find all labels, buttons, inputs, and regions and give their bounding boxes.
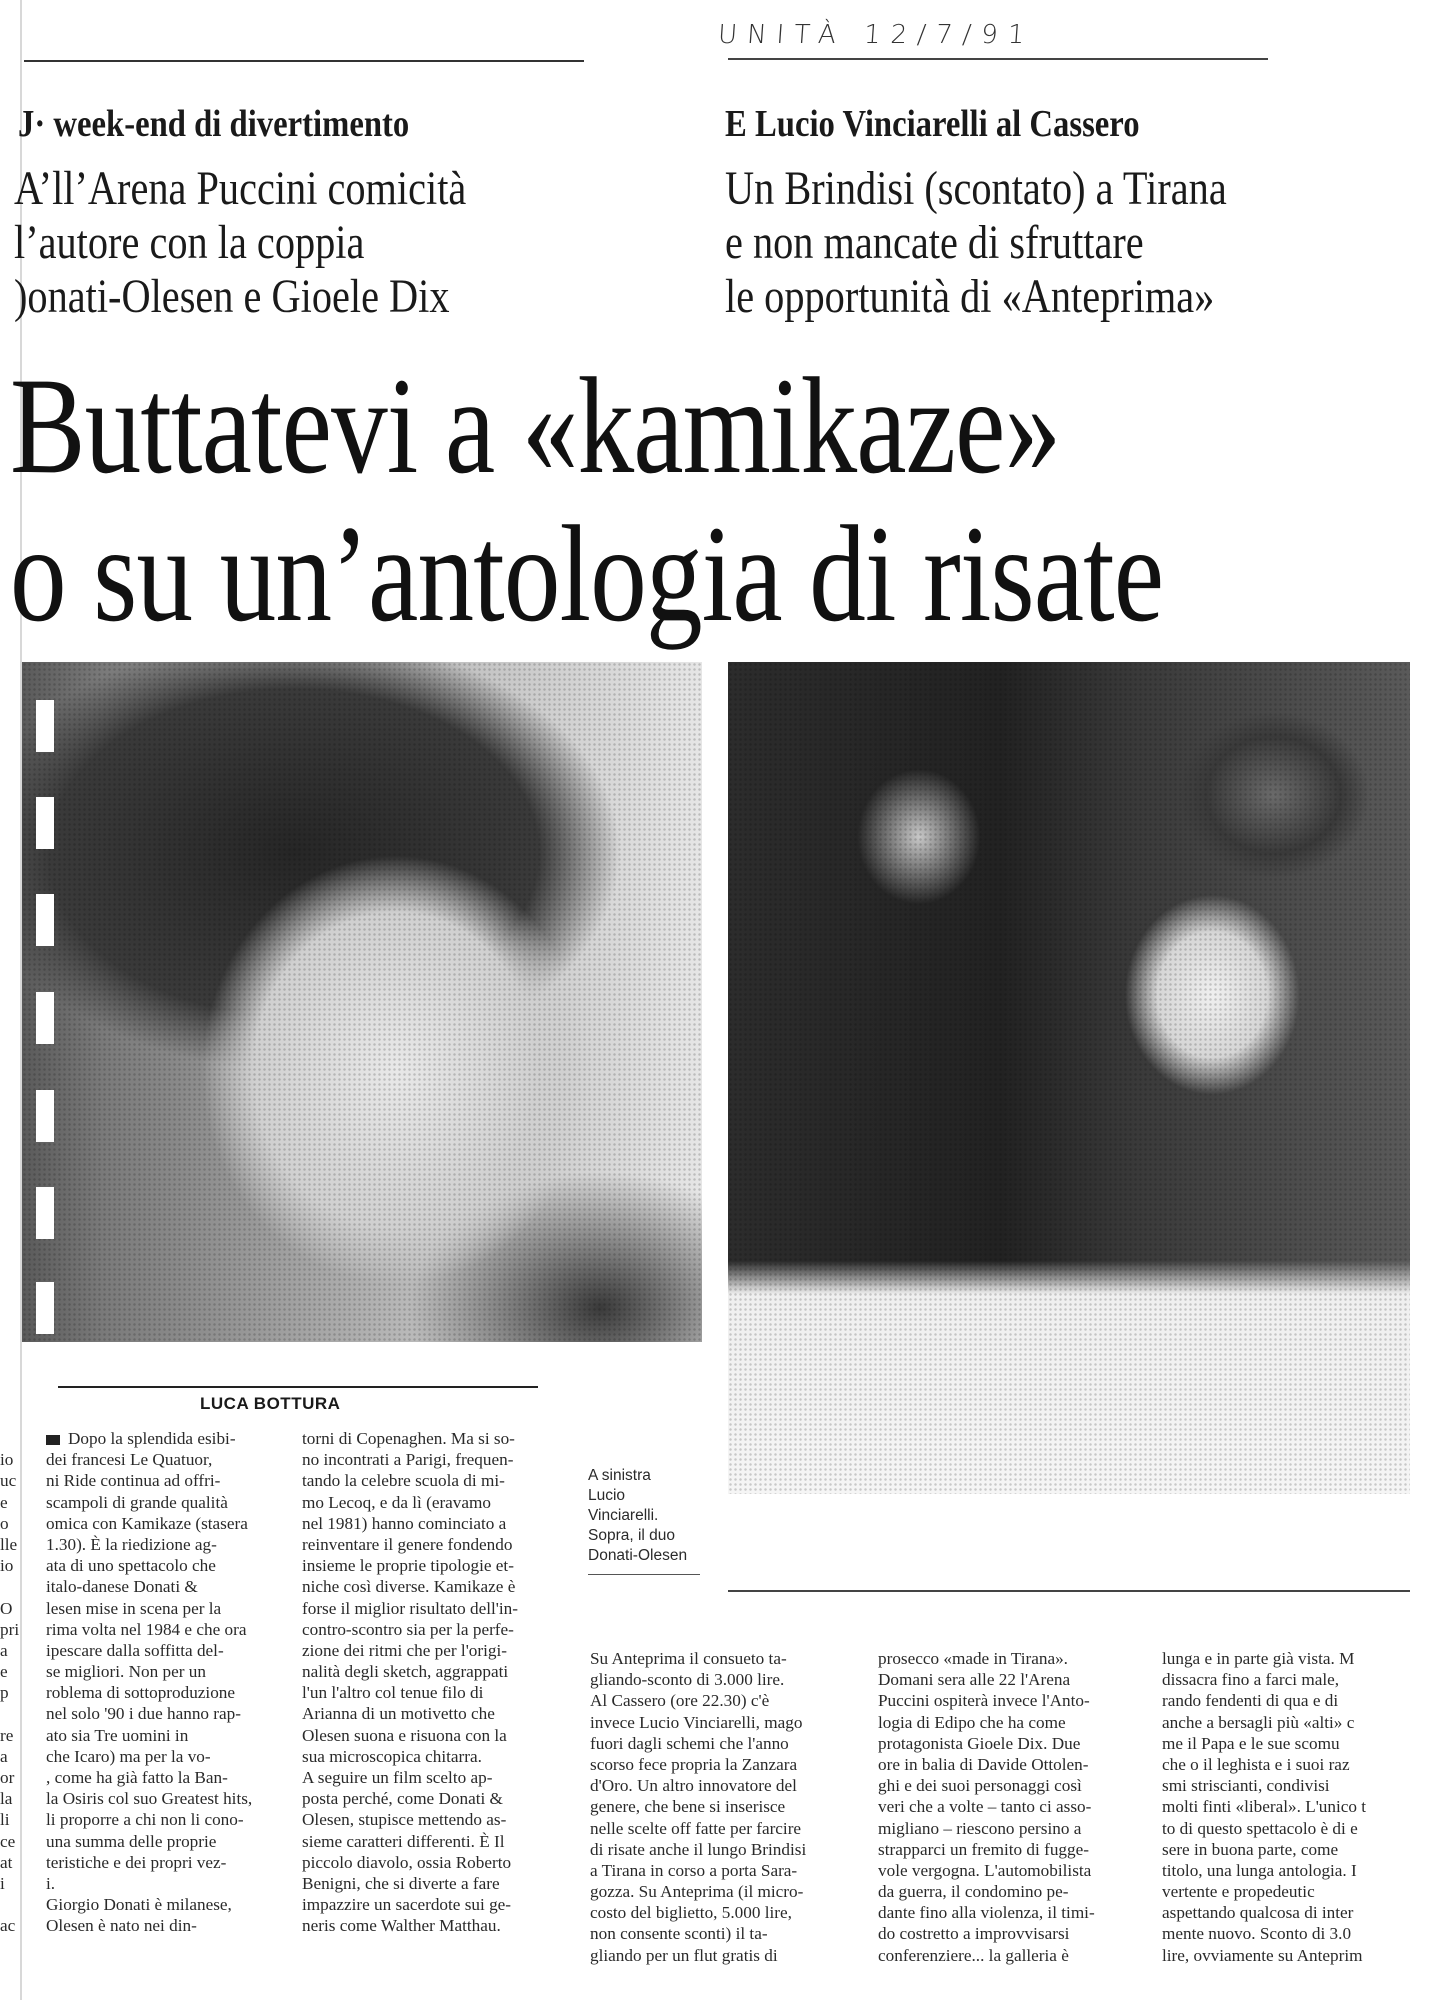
- text-line: ore in balia di Davide Ottolen-: [878, 1754, 1089, 1774]
- body-column-3: [590, 1648, 856, 1966]
- text-line: dante fino alla violenza, il timi-: [878, 1903, 1095, 1923]
- text-line: d'Oro. Un altro innovatore del: [590, 1776, 797, 1796]
- caption-line: Lucio: [588, 1487, 626, 1504]
- text-line: Benigni, che si diverte a fare: [302, 1873, 500, 1893]
- text-line: re: [0, 1725, 14, 1745]
- text-line: una summa delle proprie: [46, 1831, 217, 1851]
- film-hole: [36, 700, 54, 752]
- text-line: veri che a volte – tanto ci asso-: [878, 1797, 1092, 1817]
- text-line: fuori dagli schemi che l'anno: [590, 1733, 789, 1753]
- text-line: rando fendenti di qua e di: [1162, 1691, 1339, 1711]
- text-line: lesen mise in scena per la: [46, 1598, 222, 1618]
- text-line: to di questo spettacolo è di e: [1162, 1818, 1358, 1838]
- text-line: scorso fece propria la Zanzara: [590, 1754, 798, 1774]
- text-line: ghi e dei suoi personaggi così: [878, 1776, 1082, 1796]
- text-line: io: [0, 1556, 14, 1576]
- text-line: e: [0, 1492, 8, 1512]
- text-line: lunga e in parte già vista. M: [1162, 1649, 1355, 1668]
- text-line: dei francesi Le Quatuor,: [46, 1450, 213, 1470]
- text-line: invece Lucio Vinciarelli, mago: [590, 1712, 803, 1732]
- text-line: scampoli di grande qualità: [46, 1492, 228, 1512]
- text-line: a: [0, 1640, 8, 1660]
- headline-line: o su un’antologia di risate: [10, 497, 1164, 650]
- text-line: anche a bersagli più «alti» c: [1162, 1712, 1355, 1732]
- text-line: protagonista Gioele Dix. Due: [878, 1733, 1081, 1753]
- film-hole: [36, 797, 54, 849]
- body-column-2: [302, 1428, 564, 1937]
- text-line: 1.30). È la riedizione ag-: [46, 1534, 217, 1554]
- right-story-subhead: [725, 162, 1227, 324]
- text-line: [0, 1576, 44, 1597]
- text-line: logia di Edipo che ha come: [878, 1712, 1066, 1732]
- film-hole: [36, 1282, 54, 1334]
- text-line: reinventare il genere fondendo: [302, 1534, 513, 1554]
- text-line: Olesen è nato nei din-: [46, 1916, 197, 1936]
- text-line: me il Papa e le sue scomu: [1162, 1733, 1340, 1753]
- text-line: la: [0, 1789, 13, 1809]
- subhead-line: le opportunità di «Anteprima»: [725, 270, 1215, 323]
- subhead-line: A’ll’Arena Puccini comicità: [14, 162, 467, 215]
- text-line: do costretto a improvvisarsi: [878, 1924, 1070, 1944]
- film-strip-holes: [36, 682, 54, 1322]
- text-line: aspettando qualcosa di inter: [1162, 1903, 1354, 1923]
- caption-line: A sinistra: [588, 1467, 651, 1484]
- text-line: mo Lecoq, e da lì (eravamo: [302, 1492, 491, 1512]
- byline-rule: [58, 1386, 538, 1388]
- text-line: lle: [0, 1534, 18, 1554]
- text-line: mente nuovo. Sconto di 3.0: [1162, 1924, 1352, 1944]
- text-line: costo del biglietto, 5.000 lire,: [590, 1903, 792, 1923]
- top-rule-right: [728, 58, 1268, 60]
- text-line: non consente sconti) il ta-: [590, 1924, 768, 1944]
- handwritten-date: 12/7/91: [863, 20, 1036, 50]
- right-story-kicker: E Lucio Vinciarelli al Cassero: [725, 103, 1140, 145]
- text-line: genere, che bene si inserisce: [590, 1797, 786, 1817]
- text-line: ipescare dalla soffitta del-: [46, 1640, 224, 1660]
- text-line: uc: [0, 1471, 17, 1491]
- film-hole: [36, 992, 54, 1044]
- text-line: ata di uno spettacolo che: [46, 1556, 216, 1576]
- text-line: pri: [0, 1619, 20, 1639]
- film-hole: [36, 1090, 54, 1142]
- text-line: rima volta nel 1984 e che ora: [46, 1619, 247, 1639]
- text-line: Su Anteprima il consueto ta-: [590, 1649, 787, 1668]
- text-line: i: [0, 1873, 5, 1893]
- text-line: forse il miglior risultato dell'in-: [302, 1598, 518, 1618]
- text-line: molti finti «liberal». L'unico t: [1162, 1797, 1367, 1817]
- top-rule-left: [24, 60, 584, 62]
- text-line: contro-scontro sia per la perfe-: [302, 1619, 514, 1639]
- text-line: da guerra, il condomino pe-: [878, 1882, 1069, 1902]
- text-line: prosecco «made in Tirana».: [878, 1649, 1068, 1668]
- text-line: l'un l'altro col tenue filo di: [302, 1683, 484, 1703]
- text-line: i.: [46, 1873, 56, 1893]
- text-line: dissacra fino a farci male,: [1162, 1670, 1340, 1690]
- text-line: conferenziere... la galleria è: [878, 1945, 1069, 1965]
- text-line: sere in buona parte, come: [1162, 1839, 1339, 1859]
- text-line: insieme le proprie tipologie et-: [302, 1556, 514, 1576]
- film-hole: [36, 1187, 54, 1239]
- text-line: che Icaro) ma per la vo-: [46, 1746, 211, 1766]
- subhead-line: )onati-Olesen e Gioele Dix: [14, 270, 450, 323]
- paragraph-bullet-icon: [46, 1435, 60, 1445]
- text-line: omica con Kamikaze (stasera: [46, 1513, 248, 1533]
- text-line: torni di Copenaghen. Ma si so-: [302, 1429, 515, 1448]
- text-line: impazzire un sacerdote sui ge-: [302, 1895, 512, 1915]
- text-line: at: [0, 1852, 13, 1872]
- text-line: gozza. Su Anteprima (il micro-: [590, 1882, 804, 1902]
- text-line: O: [0, 1598, 13, 1618]
- text-line: io: [0, 1450, 14, 1470]
- text-line: che o il leghista e i suoi raz: [1162, 1754, 1350, 1774]
- text-line: nelle scelte off fatte per farcire: [590, 1818, 802, 1838]
- text-line: di risate anche il lungo Brindisi: [590, 1839, 807, 1859]
- left-story-subhead: [14, 162, 466, 324]
- text-line: p: [0, 1683, 9, 1703]
- text-line: ato sia Tre uomini in: [46, 1725, 189, 1745]
- text-line: strapparci un fremito di fugge-: [878, 1839, 1089, 1859]
- text-line: A seguire un film scelto ap-: [302, 1768, 493, 1787]
- text-line: piccolo diavolo, ossia Roberto: [302, 1852, 512, 1872]
- caption-rule: [588, 1574, 700, 1575]
- text-line: a: [0, 1746, 8, 1766]
- text-line: Al Cassero (ore 22.30) c'è: [590, 1691, 770, 1711]
- text-line: Dopo la splendida esibi-: [46, 1428, 272, 1449]
- text-line: no incontrati a Parigi, frequen-: [302, 1450, 514, 1470]
- text-line: lire, ovviamente su Anteprim: [1162, 1945, 1363, 1965]
- text-line: smi striscianti, condivisi: [1162, 1776, 1330, 1796]
- text-line: Arianna di un motivetto che: [302, 1704, 495, 1724]
- text-line: sua microscopica chitarra.: [302, 1746, 482, 1766]
- halftone-texture: [728, 662, 1410, 1494]
- caption-line: Sopra, il duo: [588, 1527, 676, 1544]
- text-line: niche così diverse. Kamikaze è: [302, 1577, 516, 1597]
- text-line: migliano – riescono persino a: [878, 1818, 1082, 1838]
- text-line: or: [0, 1768, 15, 1787]
- text-line: Olesen, stupisce mettendo as-: [302, 1810, 507, 1830]
- photo-donati-olesen: [728, 662, 1410, 1494]
- text-line: nalità degli sketch, aggrappati: [302, 1662, 509, 1682]
- text-line: li proporre a chi non li cono-: [46, 1810, 244, 1830]
- handwritten-source: UNITÀ: [716, 20, 847, 50]
- subhead-line: Un Brindisi (scontato) a Tirana: [725, 162, 1227, 215]
- text-line: Giorgio Donati è milanese,: [46, 1895, 232, 1915]
- text-line: li: [0, 1810, 10, 1830]
- text-line: , come ha già fatto la Ban-: [46, 1768, 228, 1787]
- text-line: ac: [0, 1916, 16, 1936]
- left-story-kicker: J· week-end di divertimento: [18, 103, 410, 145]
- text-line: a Tirana in corso a porta Sara-: [590, 1860, 798, 1880]
- text-line: titolo, una lunga antologia. I: [1162, 1860, 1357, 1880]
- text-line: italo-danese Donati &: [46, 1577, 198, 1597]
- text-line: ni Ride continua ad offri-: [46, 1471, 221, 1491]
- text-line: roblema di sottoproduzione: [46, 1683, 236, 1703]
- text-line: gliando-sconto di 3.000 lire.: [590, 1670, 785, 1690]
- text-line: [0, 1894, 44, 1915]
- handwritten-source-note: [717, 20, 1035, 50]
- subhead-line: e non mancate di sfruttare: [725, 216, 1144, 269]
- text-line: vole vergogna. L'automobilista: [878, 1860, 1092, 1880]
- text-line: nel solo '90 i due hanno rap-: [46, 1704, 241, 1724]
- caption-line: Vinciarelli.: [588, 1507, 659, 1524]
- halftone-texture: [22, 662, 702, 1342]
- headline-line: Buttatevi a «kamikaze»: [10, 349, 1061, 502]
- caption-line: Donati-Olesen: [588, 1547, 688, 1564]
- subhead-line: l’autore con la coppia: [14, 216, 365, 269]
- text-line: vertente e propedeutic: [1162, 1882, 1315, 1902]
- text-line: sieme caratteri differenti. È Il: [302, 1831, 505, 1851]
- text-line: la Osiris col suo Greatest hits,: [46, 1789, 253, 1809]
- photo-caption: [588, 1466, 708, 1566]
- text-line: teristiche e dei propri vez-: [46, 1852, 227, 1872]
- text-line: nel 1981) hanno cominciato a: [302, 1513, 507, 1533]
- text-line: ce: [0, 1831, 16, 1851]
- main-headline: [10, 349, 1164, 650]
- body-column-4: [878, 1648, 1144, 1966]
- text-line: [0, 1703, 44, 1724]
- text-line: gliando per un flut gratis di: [590, 1945, 778, 1965]
- film-hole: [36, 894, 54, 946]
- body-column-5: [1162, 1648, 1438, 1966]
- text-line: tando la celebre scuola di mi-: [302, 1471, 505, 1491]
- text-line: Domani sera alle 22 l'Arena: [878, 1670, 1071, 1690]
- photo-lucio-vinciarelli: [22, 662, 702, 1342]
- text-line: se migliori. Non per un: [46, 1662, 206, 1682]
- clipped-left-fragments: [0, 1428, 44, 1937]
- text-line: neris come Walther Matthau.: [302, 1916, 501, 1936]
- photo-bottom-rule: [728, 1590, 1410, 1592]
- text-line: posta perché, come Donati &: [302, 1789, 503, 1809]
- text-line: zione dei ritmi che per l'origi-: [302, 1640, 507, 1660]
- text-line: Olesen suona e risuona con la: [302, 1725, 507, 1745]
- text-line: e: [0, 1662, 8, 1682]
- text-line: Puccini ospiterà invece l'Anto-: [878, 1691, 1090, 1711]
- byline: LUCA BOTTURA: [200, 1394, 341, 1413]
- text-line: [0, 1428, 44, 1449]
- body-column-1: [46, 1428, 272, 1937]
- text-line: o: [0, 1513, 9, 1533]
